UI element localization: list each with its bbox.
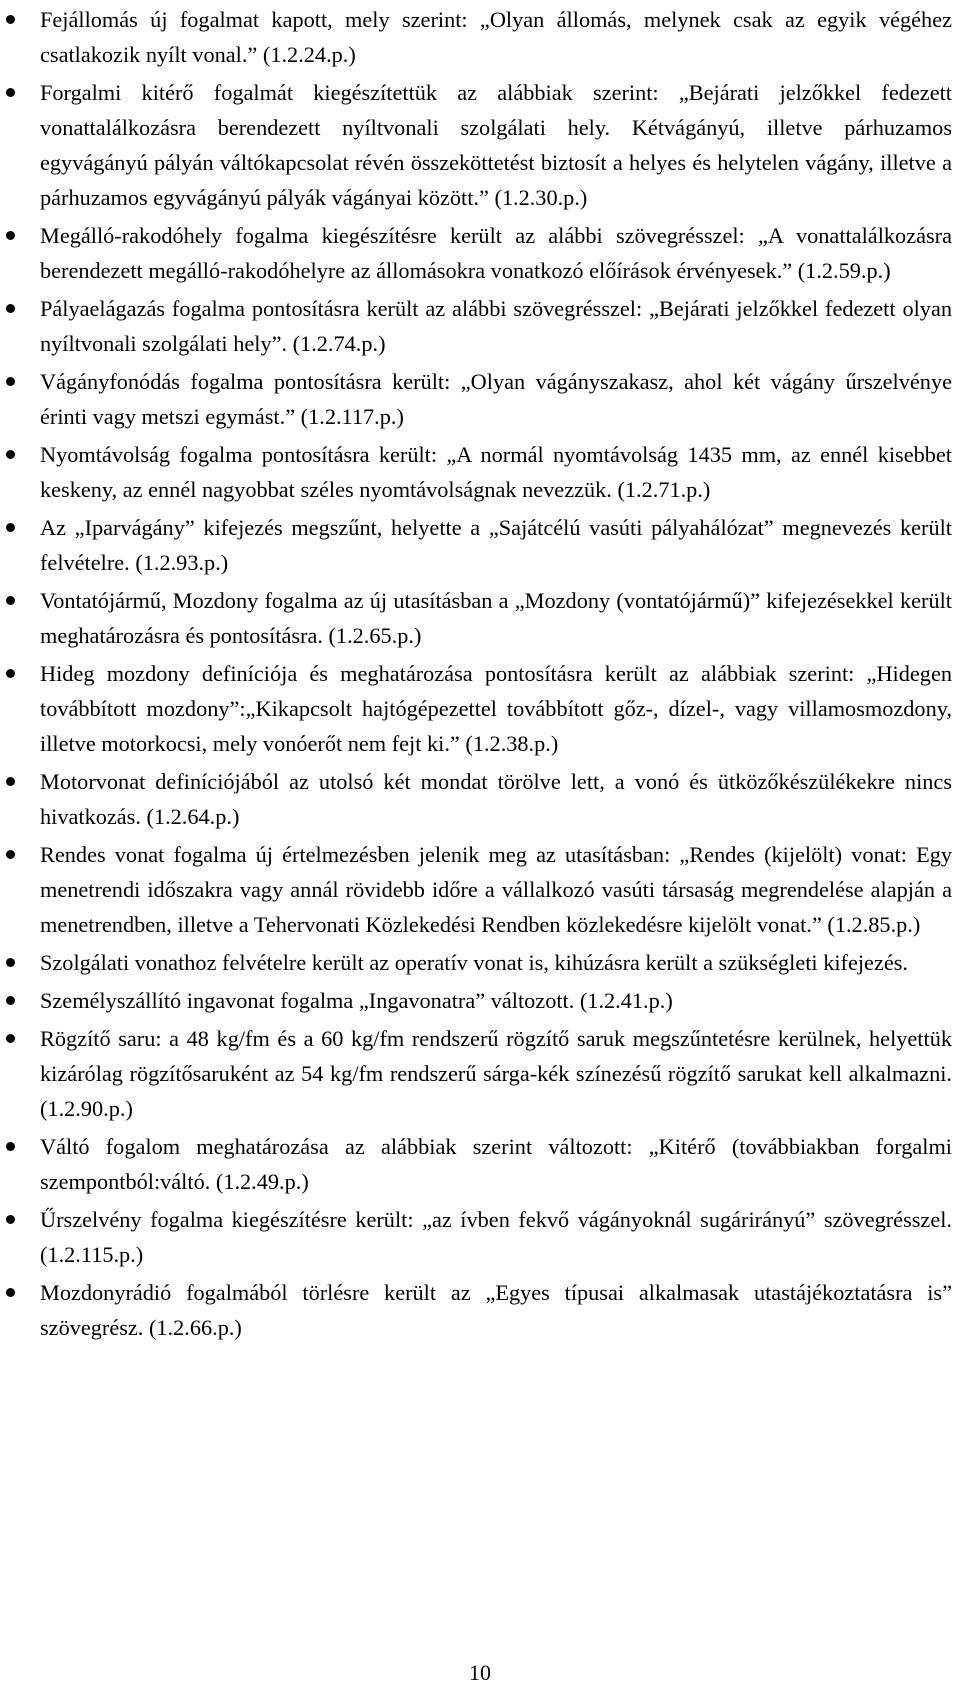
list-item-text: Pályaelágazás fogalma pontosításra került az alábbi szövegrésszel: „Bejárati jelzőkkel fedezett olyan nyíltvonali szolgálati hely”. (1.2.74.p.) bbox=[40, 296, 952, 356]
list-item bbox=[40, 1202, 952, 1272]
list-item-text: Rendes vonat fogalma új értelmezésben jelenik meg az utasításban: „Rendes (kijelölt) vonat: Egy menetrendi időszakra vagy annál rövidebb időre a vállalkozó vasúti társaság megrendelése alapján a menetrendben, illetve a Tehervonati Közlekedési Rendben közlekedésre kijelölt vonat.” (1.2.85.p.) bbox=[40, 842, 952, 937]
bullet-icon bbox=[6, 450, 15, 459]
bullet-icon bbox=[6, 958, 15, 967]
bullet-icon bbox=[6, 231, 15, 240]
bullet-icon bbox=[6, 15, 15, 24]
list-item bbox=[40, 583, 952, 653]
list-item-text: Motorvonat definíciójából az utolsó két mondat törölve lett, a vonó és ütközőkészülékekre nincs hivatkozás. (1.2.64.p.) bbox=[40, 769, 952, 829]
list-item bbox=[40, 837, 952, 942]
list-item bbox=[40, 945, 952, 980]
list-item bbox=[40, 1021, 952, 1126]
list-item-text: Megálló-rakodóhely fogalma kiegészítésre került az alábbi szövegrésszel: „A vonattalálkozásra berendezett megálló-rakodóhelyre az állomásokra vonatkozó előírások érvényesek.” (1.2.59.p.) bbox=[40, 223, 952, 283]
list-item-text: Űrszelvény fogalma kiegészítésre került: „az ívben fekvő vágányoknál sugárirányú” szövegrésszel. (1.2.115.p.) bbox=[40, 1207, 952, 1267]
bullet-icon bbox=[6, 304, 15, 313]
list-item-text: Nyomtávolság fogalma pontosításra került: „A normál nyomtávolság 1435 mm, az ennél kisebbet keskeny, az ennél nagyobbat széles nyomtávolságnak nevezzük. (1.2.71.p.) bbox=[40, 442, 952, 502]
list-item bbox=[40, 1275, 952, 1345]
bullet-icon bbox=[6, 523, 15, 532]
list-item bbox=[40, 437, 952, 507]
list-item-text: Szolgálati vonathoz felvételre került az operatív vonat is, kihúzásra került a szükségleti kifejezés. bbox=[40, 950, 908, 975]
list-item-text: Rögzítő saru: a 48 kg/fm és a 60 kg/fm rendszerű rögzítő saruk megszűntetésre kerülnek, helyettük kizárólag rögzítősaruként az 54 kg/fm rendszerű sárga-kék színezésű rögzítő sarukat kell alkalmazni. (1.2.90.p.) bbox=[40, 1026, 952, 1121]
bullet-icon bbox=[6, 88, 15, 97]
bullet-icon bbox=[6, 850, 15, 859]
list-item-text: Vágányfonódás fogalma pontosításra került: „Olyan vágányszakasz, ahol két vágány űrszelvénye érinti vagy metszi egymást.” (1.2.117.p.) bbox=[40, 369, 952, 429]
list-item bbox=[40, 75, 952, 215]
bullet-icon bbox=[6, 777, 15, 786]
list-item-text: Váltó fogalom meghatározása az alábbiak szerint változott: „Kitérő (továbbiakban forgalmi szempontból:váltó. (1.2.49.p.) bbox=[40, 1134, 952, 1194]
bullet-icon bbox=[6, 596, 15, 605]
list-item bbox=[40, 1129, 952, 1199]
list-item-text: Fejállomás új fogalmat kapott, mely szerint: „Olyan állomás, melynek csak az egyik végéhez csatlakozik nyílt vonal.” (1.2.24.p.) bbox=[40, 7, 952, 67]
list-item bbox=[40, 2, 952, 72]
list-item-text: Az „Iparvágány” kifejezés megszűnt, helyette a „Sajátcélú vasúti pályahálózat” megnevezés került felvételre. (1.2.93.p.) bbox=[40, 515, 952, 575]
list-item bbox=[40, 656, 952, 761]
list-item-text: Forgalmi kitérő fogalmát kiegészítettük az alábbiak szerint: „Bejárati jelzőkkel fedezett vonattalálkozásra berendezett nyíltvonali szolgálati hely. Kétvágányú, illetve párhuzamos egyvágányú pályán váltókapcsolat révén összeköttetést biztosít a helyes és helytelen vágány, illetve a párhuzamos egyvágányú pályák vágányai között.” (1.2.30.p.) bbox=[40, 80, 952, 210]
bullet-icon bbox=[6, 996, 15, 1005]
bullet-icon bbox=[6, 377, 15, 386]
bullet-icon bbox=[6, 1215, 15, 1224]
list-item-text: Mozdonyrádió fogalmából törlésre került az „Egyes típusai alkalmasak utastájékoztatásra is” szövegrész. (1.2.66.p.) bbox=[40, 1280, 952, 1340]
list-item-text: Személyszállító ingavonat fogalma „Ingavonatra” változott. (1.2.41.p.) bbox=[40, 988, 673, 1013]
list-item bbox=[40, 218, 952, 288]
bullet-icon bbox=[6, 1288, 15, 1297]
page-number: 10 bbox=[469, 1660, 491, 1685]
list-item bbox=[40, 364, 952, 434]
list-item bbox=[40, 764, 952, 834]
bullet-icon bbox=[6, 1142, 15, 1151]
list-item-text: Hideg mozdony definíciója és meghatározása pontosításra került az alábbiak szerint: „Hidegen továbbított mozdony”:„Kikapcsolt hajtógépezettel továbbított gőz-, dízel-, vagy villamosmozdony, illetve motorkocsi, mely vonóerőt nem fejt ki.” (1.2.38.p.) bbox=[40, 661, 952, 756]
bullet-icon bbox=[6, 1034, 15, 1043]
list-item-text: Vontatójármű, Mozdony fogalma az új utasításban a „Mozdony (vontatójármű)” kifejezésekkel került meghatározásra és pontosításra. (1.2.65.p.) bbox=[40, 588, 952, 648]
list-item bbox=[40, 510, 952, 580]
list-item bbox=[40, 983, 952, 1018]
list-item bbox=[40, 291, 952, 361]
change-list bbox=[40, 2, 952, 1348]
bullet-icon bbox=[6, 669, 15, 678]
